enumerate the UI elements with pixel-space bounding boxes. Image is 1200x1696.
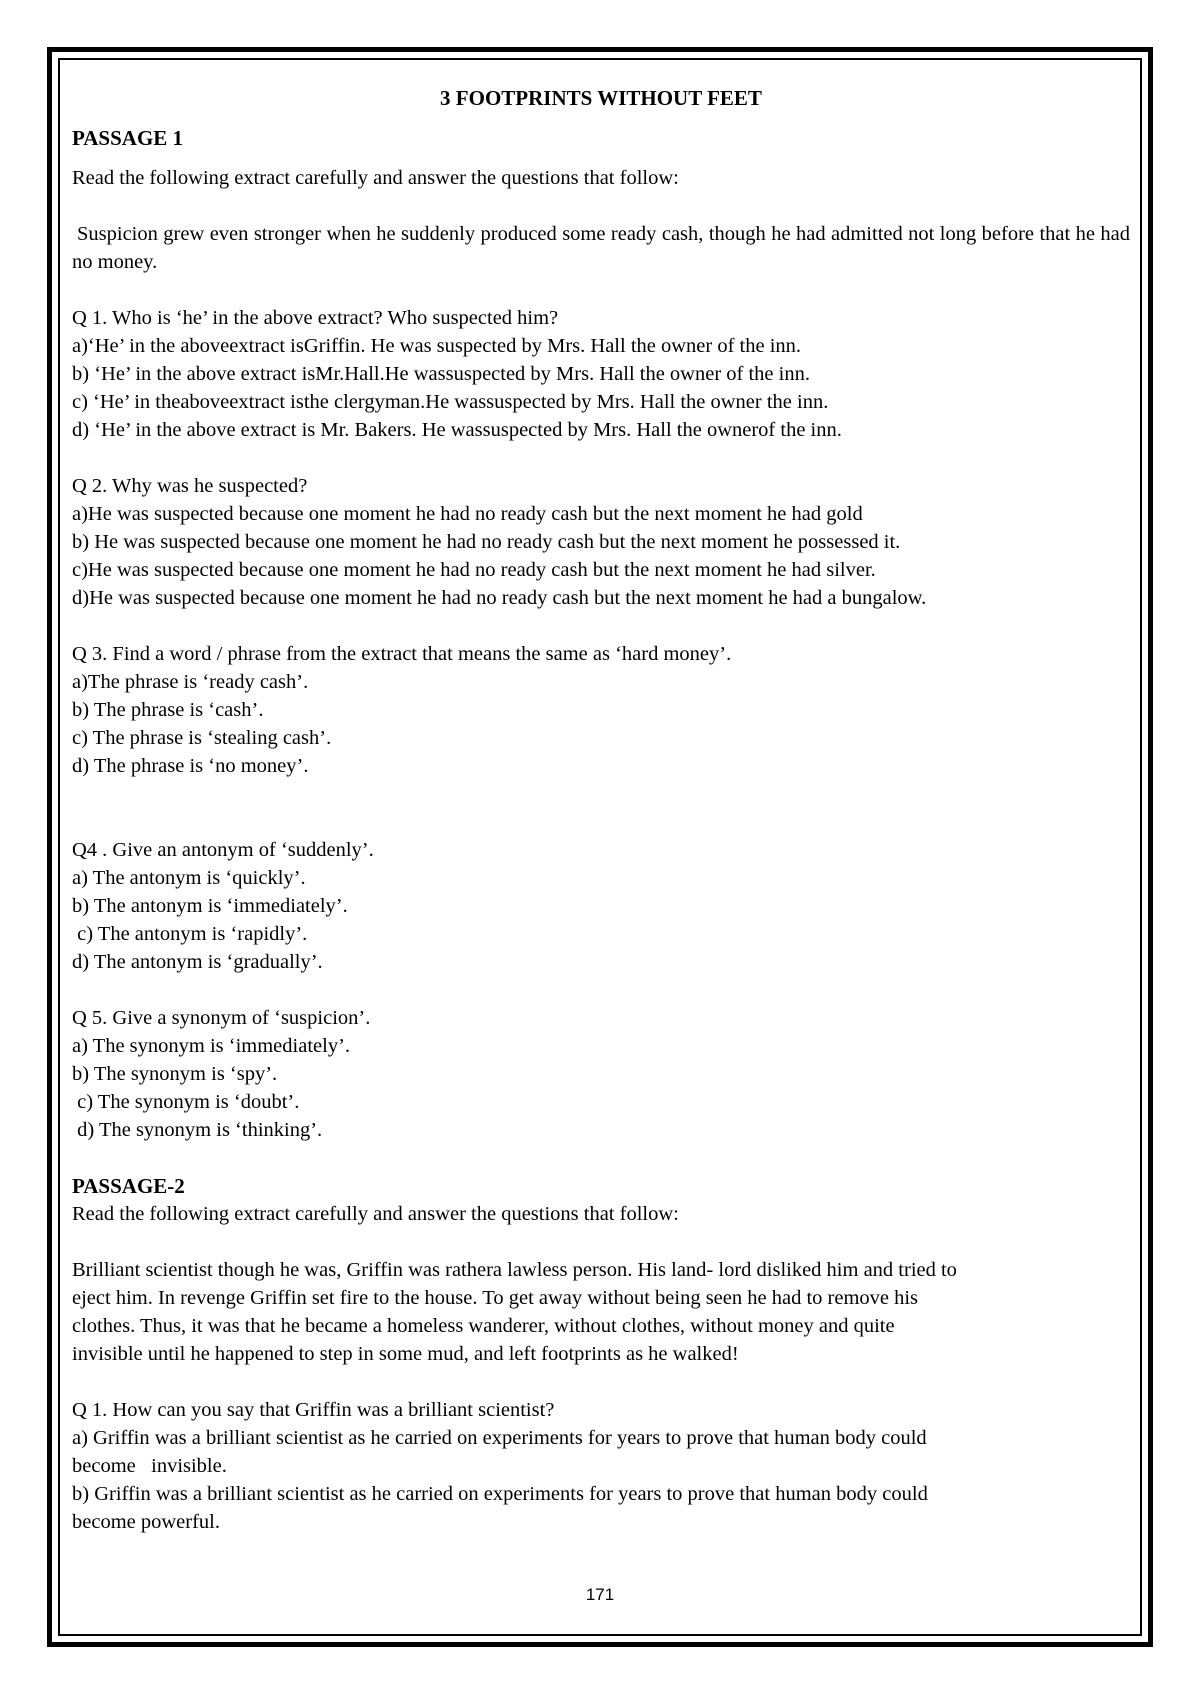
option-a: a)‘He’ in the aboveextract isGriffin. He was suspected by Mrs. Hall the owner of the inn.: [72, 335, 802, 357]
option-a: a) The antonym is ‘quickly’.: [72, 867, 306, 889]
option-c: c) The synonym is ‘doubt’.: [72, 1091, 300, 1113]
option-b: b) He was suspected because one moment he had no ready cash but the next moment he possessed it.: [72, 531, 901, 553]
option-a-continued: become invisible.: [72, 1455, 227, 1477]
p1-question-5: [72, 1004, 1130, 1144]
page-number: 171: [585, 1585, 615, 1604]
page-title: 3 FOOTPRINTS WITHOUT FEET: [440, 86, 762, 110]
extract-line: clothes. Thus, it was that he became a homeless wanderer, without clothes, without money and quite: [72, 1315, 895, 1337]
option-b: b) The antonym is ‘immediately’.: [72, 895, 348, 917]
question-text: Q 1. Who is ‘he’ in the above extract? Who suspected him?: [72, 307, 559, 329]
passage1-extract: Suspicion grew even stronger when he suddenly produced some ready cash, though he had admitted not long before that he had no money.: [72, 223, 1130, 273]
passage1-instruction: Read the following extract carefully and answer the questions that follow:: [72, 167, 679, 189]
passage2-heading: PASSAGE-2: [72, 1174, 185, 1198]
option-b-continued: become powerful.: [72, 1511, 220, 1533]
option-a: a)The phrase is ‘ready cash’.: [72, 671, 309, 693]
option-b: b) The synonym is ‘spy’.: [72, 1063, 278, 1085]
option-a: a)He was suspected because one moment he had no ready cash but the next moment he had gold: [72, 503, 863, 525]
p1-question-2: [72, 472, 1130, 612]
option-d: d) The synonym is ‘thinking’.: [72, 1119, 323, 1141]
passage2-extract: [72, 1256, 1130, 1368]
option-c: c)He was suspected because one moment he had no ready cash but the next moment he had silver.: [72, 559, 876, 581]
option-c: c) The phrase is ‘stealing cash’.: [72, 727, 332, 749]
option-d: d) ‘He’ in the above extract is Mr. Bakers. He wassuspected by Mrs. Hall the ownerof the inn.: [72, 419, 842, 441]
question-text: Q 2. Why was he suspected?: [72, 475, 308, 497]
p1-question-1: [72, 304, 1130, 444]
extract-line: Brilliant scientist though he was, Griffin was rathera lawless person. His land- lord disliked him and tried to: [72, 1259, 957, 1281]
option-c: c) ‘He’ in theaboveextract isthe clergyman.He wassuspected by Mrs. Hall the owner the inn.: [72, 391, 829, 413]
p2-question-1: [72, 1396, 1130, 1536]
option-c: c) The antonym is ‘rapidly’.: [72, 923, 308, 945]
document-body: [72, 84, 1130, 1536]
option-b: b) Griffin was a brilliant scientist as he carried on experiments for years to prove that human body could: [72, 1483, 928, 1505]
question-text: Q 1. How can you say that Griffin was a brilliant scientist?: [72, 1399, 555, 1421]
option-a: a) Griffin was a brilliant scientist as he carried on experiments for years to prove that human body could: [72, 1427, 927, 1449]
option-a: a) The synonym is ‘immediately’.: [72, 1035, 351, 1057]
p1-question-4: [72, 836, 1130, 976]
extract-line: eject him. In revenge Griffin set fire to the house. To get away without being seen he had to remove his: [72, 1287, 919, 1309]
option-b: b) ‘He’ in the above extract isMr.Hall.He wassuspected by Mrs. Hall the owner of the inn.: [72, 363, 810, 385]
question-text: Q 5. Give a synonym of ‘suspicion’.: [72, 1007, 371, 1029]
option-d: d)He was suspected because one moment he had no ready cash but the next moment he had a bungalow.: [72, 587, 927, 609]
question-text: Q 3. Find a word / phrase from the extract that means the same as ‘hard money’.: [72, 643, 732, 665]
extract-line: invisible until he happened to step in some mud, and left footprints as he walked!: [72, 1343, 739, 1365]
passage2-instruction: Read the following extract carefully and answer the questions that follow:: [72, 1203, 679, 1225]
option-d: d) The antonym is ‘gradually’.: [72, 951, 323, 973]
p1-question-3: [72, 640, 1130, 780]
question-text: Q4 . Give an antonym of ‘suddenly’.: [72, 839, 374, 861]
passage1-heading: PASSAGE 1: [72, 126, 184, 150]
option-d: d) The phrase is ‘no money’.: [72, 755, 309, 777]
option-b: b) The phrase is ‘cash’.: [72, 699, 264, 721]
